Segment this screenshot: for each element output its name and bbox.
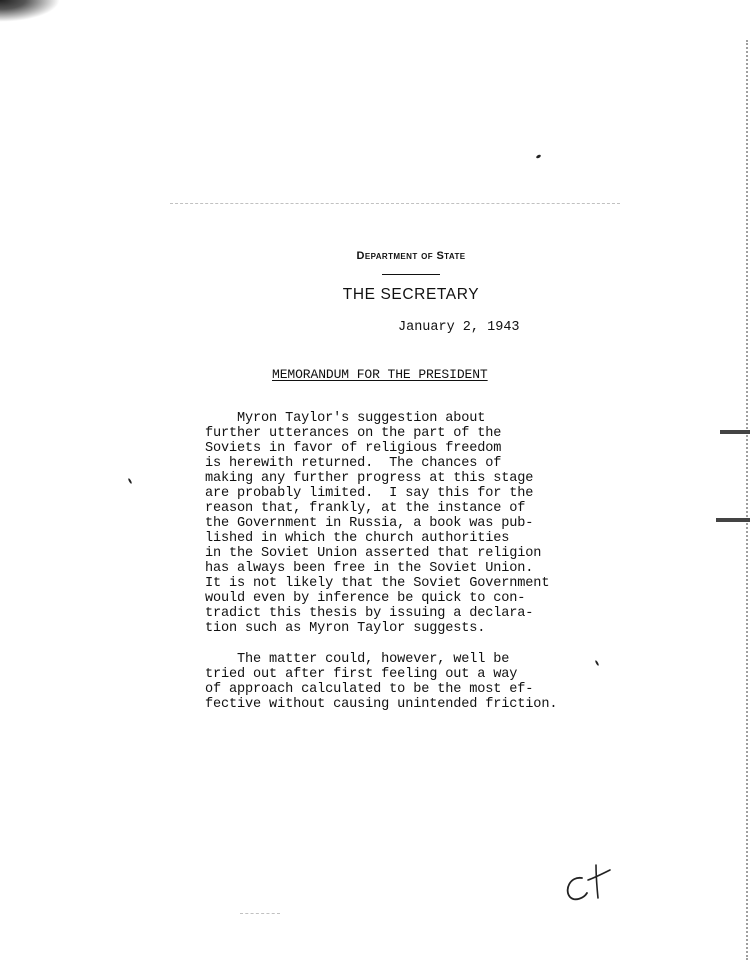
memo-title: MEMORANDUM FOR THE PRESIDENT (272, 367, 488, 382)
text-line: tion such as Myron Taylor suggests. (205, 621, 486, 636)
body-paragraph-2 (205, 652, 605, 712)
text-line: making any further progress at this stage (205, 471, 534, 486)
text-line: has always been free in the Soviet Union. (205, 561, 534, 576)
department-heading: Department of State (356, 250, 466, 262)
text-line: Soviets in favor of religious freedom (205, 441, 502, 456)
text-line: would even by inference be quick to con- (205, 591, 526, 606)
scan-dots-row-bottom (240, 913, 280, 916)
text-line: Myron Taylor's suggestion about (205, 411, 486, 426)
text-line: It is not likely that the Soviet Government (205, 576, 550, 591)
text-line: is herewith returned. The chances of (205, 456, 502, 471)
text-line: fective without causing unintended friction. (205, 697, 558, 712)
text-line: of approach calculated to be the most ef- (205, 682, 534, 697)
scan-right-edge (738, 40, 748, 960)
text-line: the Government in Russia, a book was pub- (205, 516, 534, 531)
text-line: lished in which the church authorities (205, 531, 510, 546)
text-line: reason that, frankly, at the instance of (205, 501, 526, 516)
text-line: further utterances on the part of the (205, 426, 502, 441)
text-line: tradict this thesis by issuing a declara- (205, 606, 534, 621)
scan-speck-2 (128, 478, 133, 484)
letterhead-rule (382, 274, 440, 275)
office-heading: THE SECRETARY (342, 286, 480, 303)
scan-right-mark (720, 430, 750, 434)
text-line: The matter could, however, well be (205, 652, 510, 667)
memo-date: January 2, 1943 (398, 320, 520, 335)
scan-corner-smudge (0, 0, 60, 22)
body-paragraph-1 (205, 411, 605, 636)
scan-dots-row (170, 203, 620, 206)
text-line: are probably limited. I say this for the (205, 486, 534, 501)
handwritten-initials-mark (560, 860, 620, 910)
text-line: tried out after first feeling out a way (205, 667, 518, 682)
scan-right-mark-2 (716, 518, 750, 522)
scan-speck (536, 154, 542, 159)
text-line: in the Soviet Union asserted that religion (205, 546, 542, 561)
